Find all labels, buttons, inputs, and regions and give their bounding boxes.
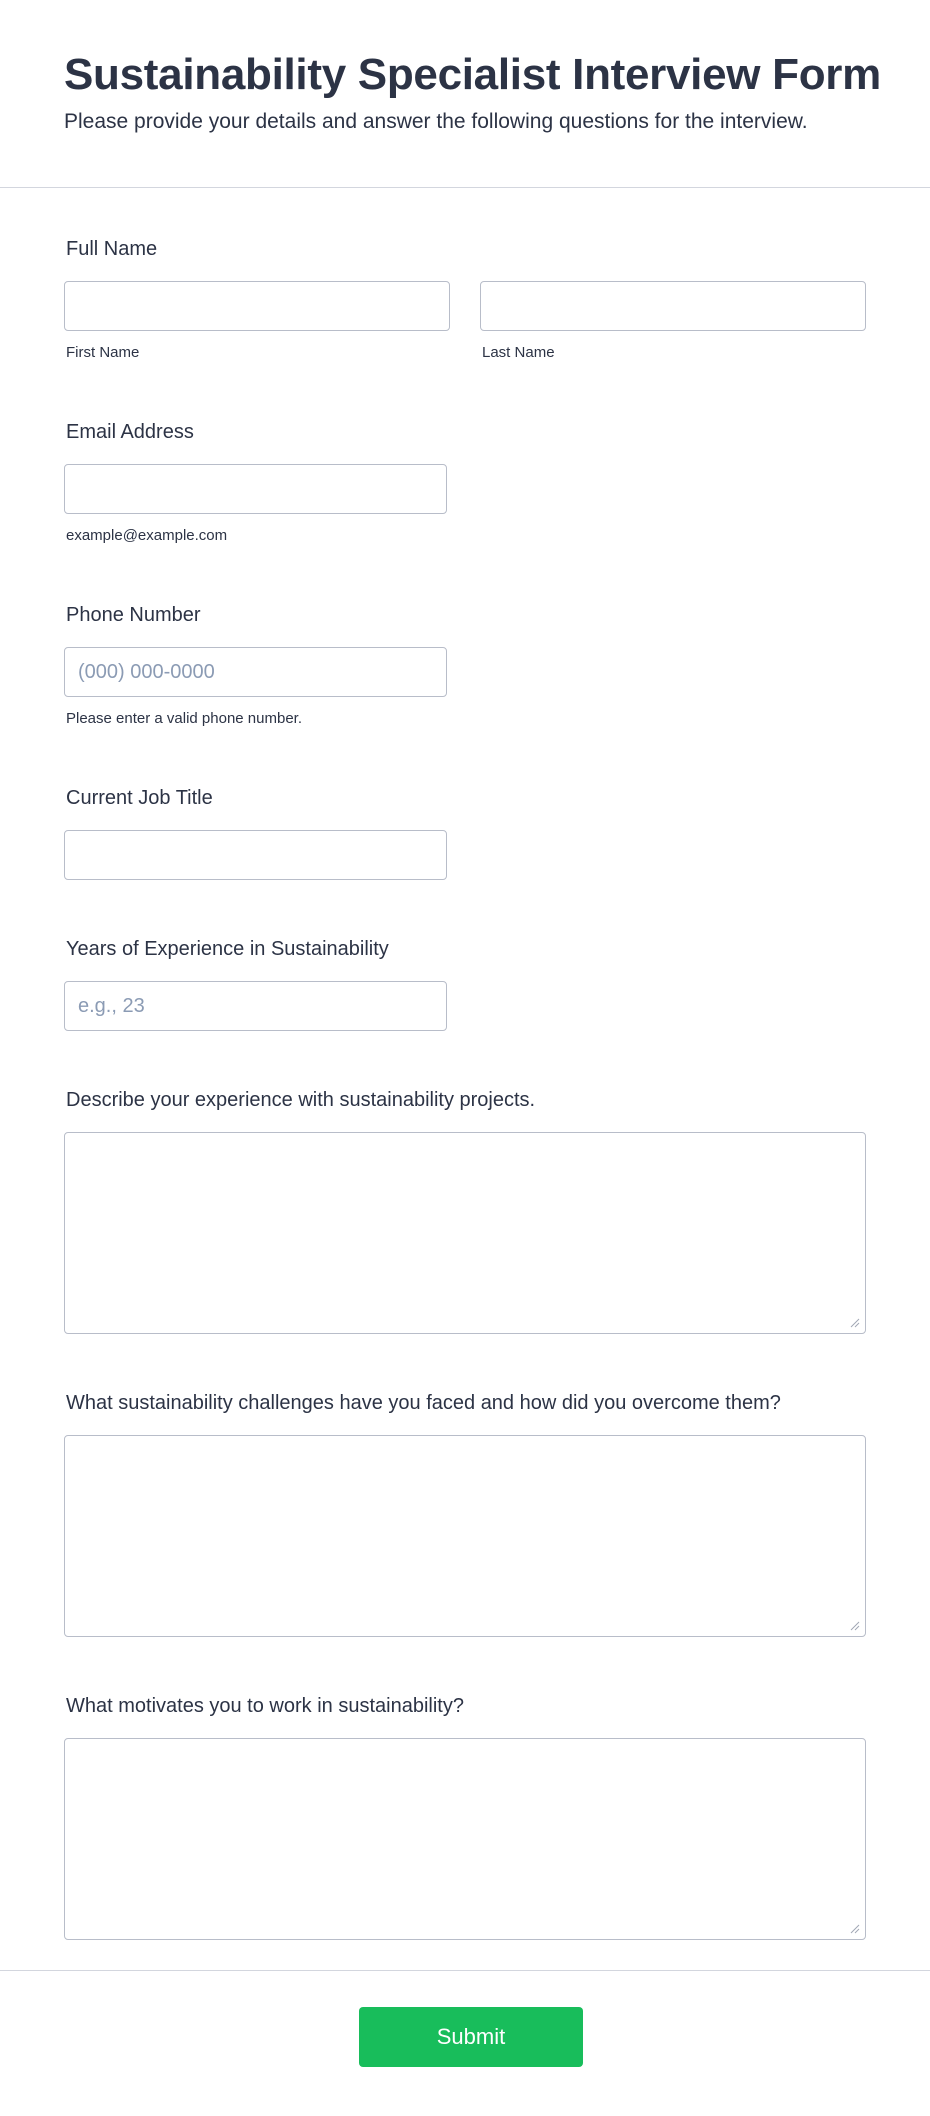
first-name-sublabel: First Name: [66, 344, 140, 361]
resize-grip-icon[interactable]: [850, 1924, 860, 1934]
last-name-input[interactable]: [480, 281, 866, 331]
job-title-input[interactable]: [64, 830, 447, 880]
challenges-textarea[interactable]: [64, 1435, 866, 1637]
form-subtitle: Please provide your details and answer the following questions for the interview.: [64, 110, 808, 133]
phone-input[interactable]: [64, 647, 447, 697]
submit-button[interactable]: Submit: [359, 2007, 583, 2067]
first-name-input[interactable]: [64, 281, 450, 331]
email-input[interactable]: [64, 464, 447, 514]
full-name-label: Full Name: [66, 238, 158, 260]
phone-sublabel: Please enter a valid phone number.: [66, 710, 302, 727]
email-label: Email Address: [66, 421, 194, 443]
experience-years-label: Years of Experience in Sustainability: [66, 938, 389, 960]
motivation-question-label: What motivates you to work in sustainability?: [66, 1695, 464, 1717]
last-name-sublabel: Last Name: [482, 344, 555, 361]
projects-textarea[interactable]: [64, 1132, 866, 1334]
motivation-textarea[interactable]: [64, 1738, 866, 1940]
form-header: [0, 0, 930, 188]
experience-years-input[interactable]: [64, 981, 447, 1031]
challenges-question-label: What sustainability challenges have you faced and how did you overcome them?: [66, 1392, 781, 1414]
resize-grip-icon[interactable]: [850, 1621, 860, 1631]
resize-grip-icon[interactable]: [850, 1318, 860, 1328]
projects-question-label: Describe your experience with sustainability projects.: [66, 1089, 536, 1111]
form-title: Sustainability Specialist Interview Form: [64, 50, 881, 99]
job-title-label: Current Job Title: [66, 787, 213, 809]
phone-label: Phone Number: [66, 604, 201, 626]
email-sublabel: example@example.com: [66, 527, 228, 544]
